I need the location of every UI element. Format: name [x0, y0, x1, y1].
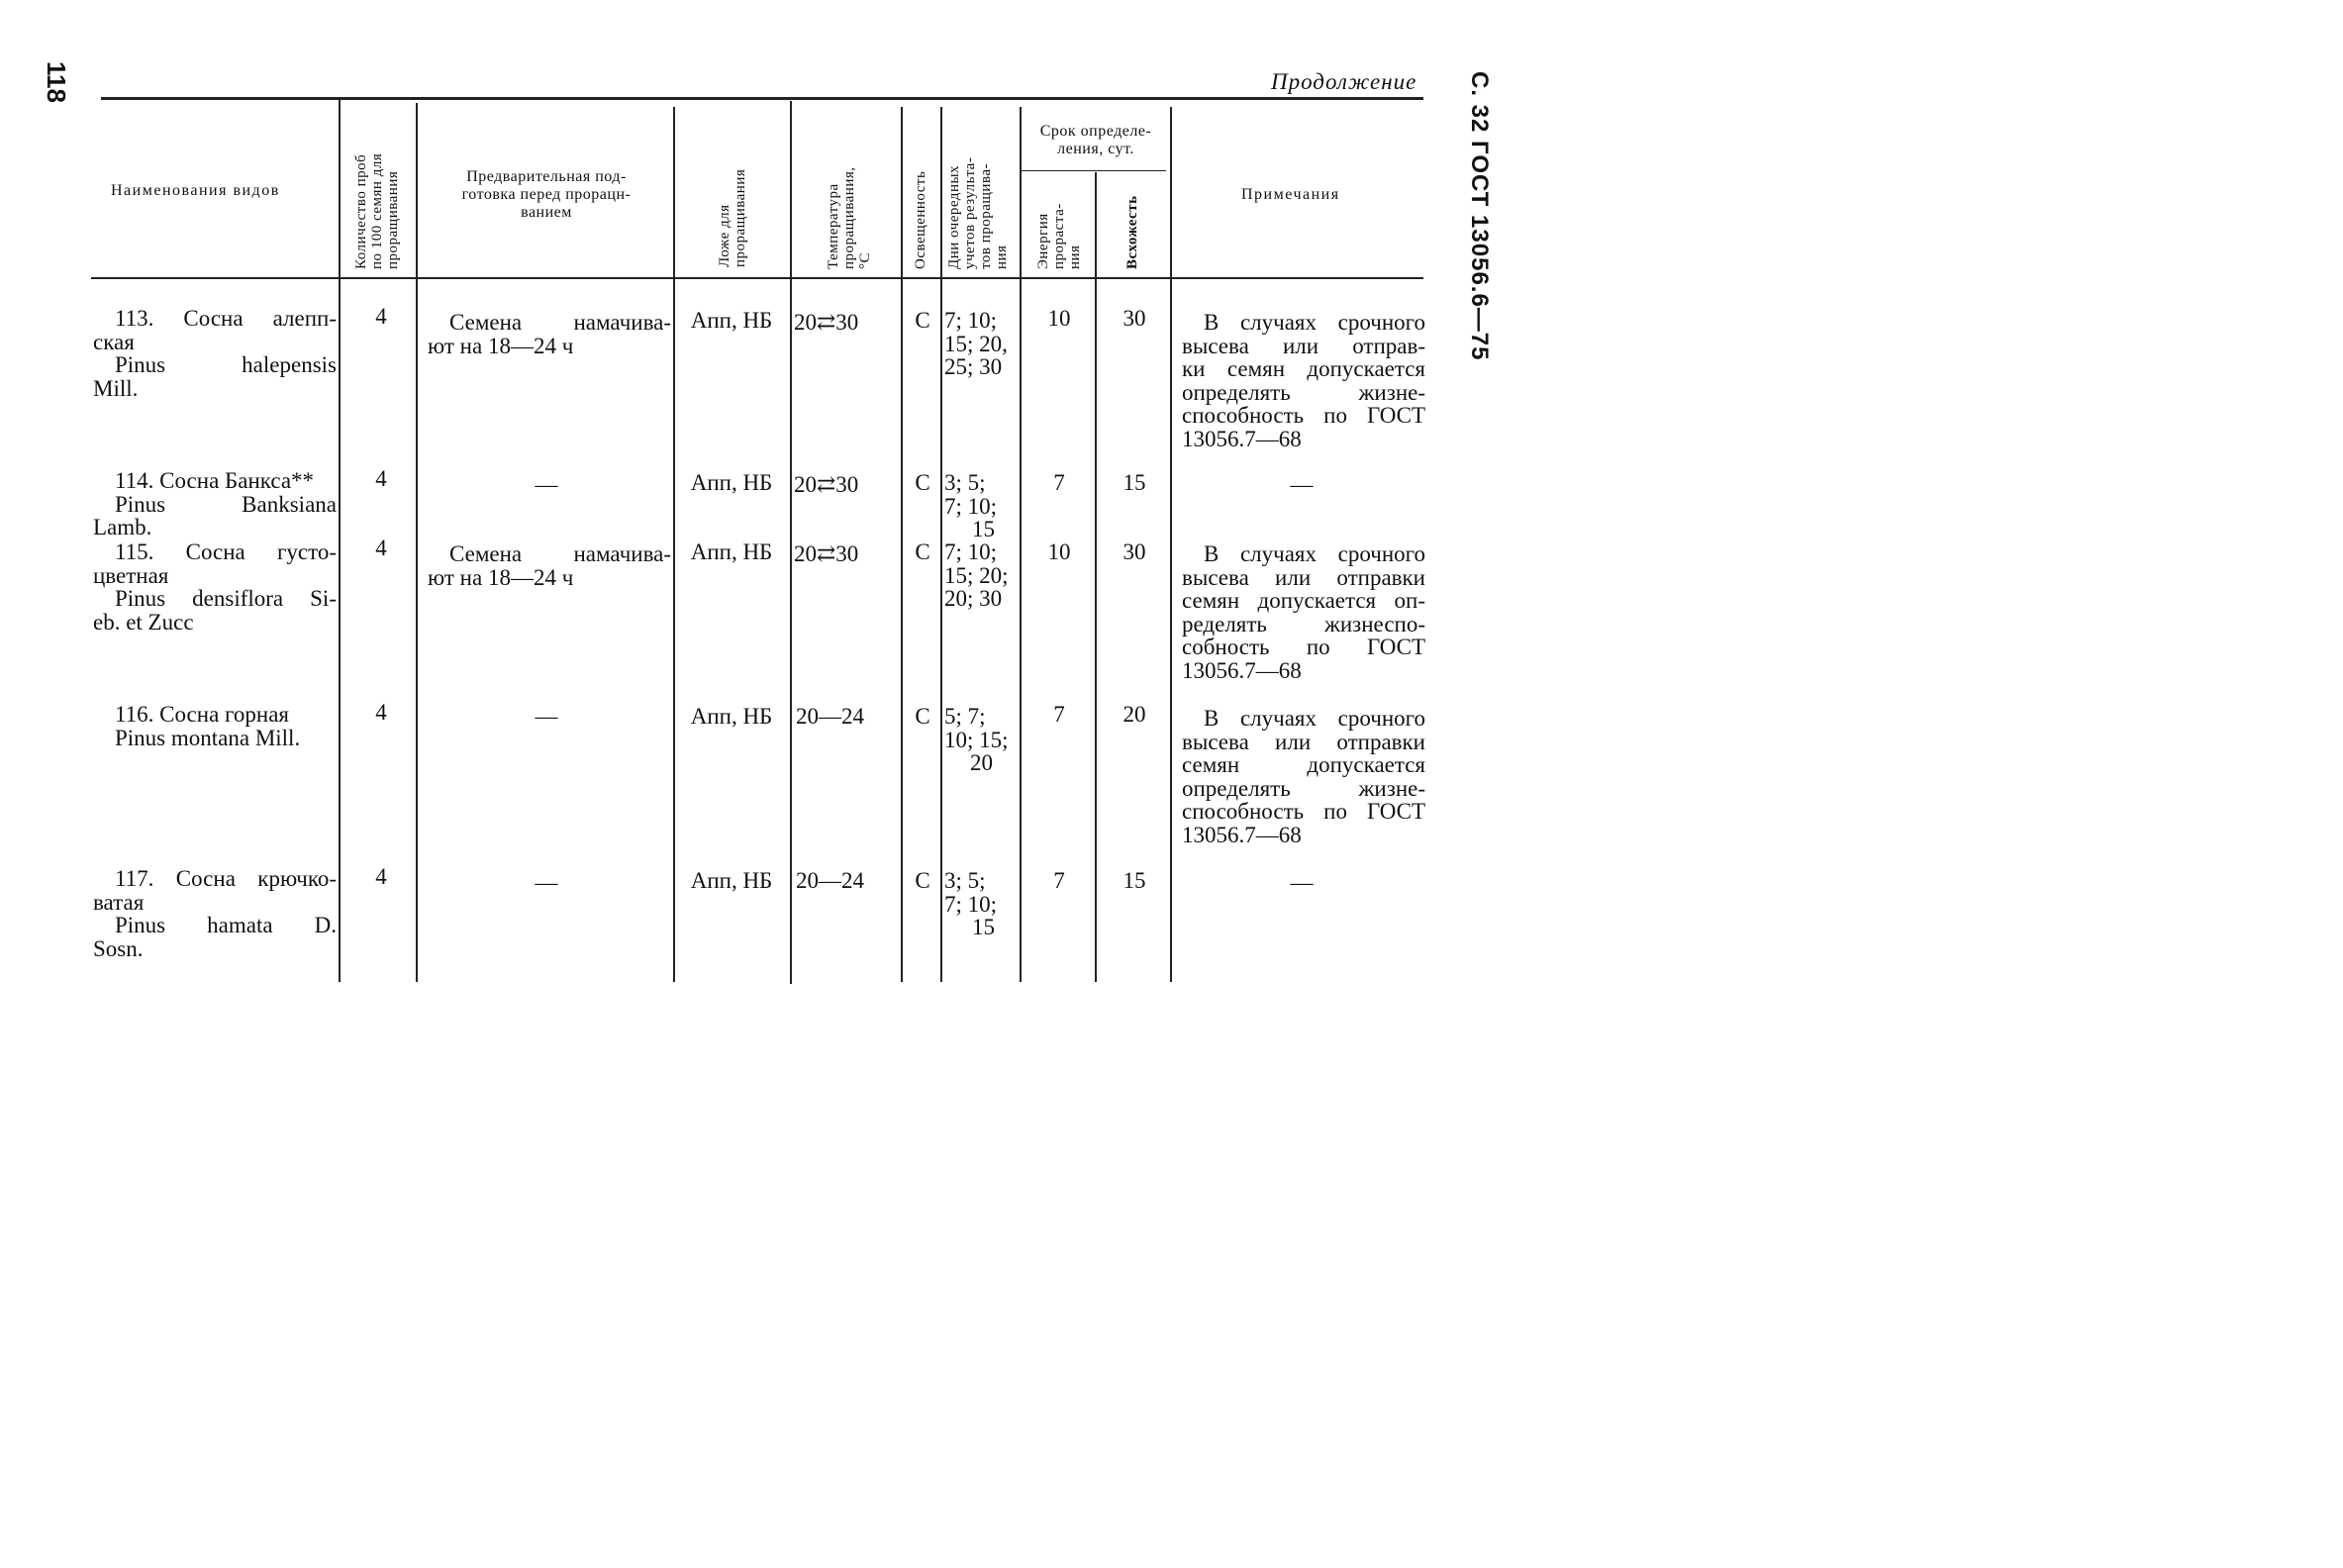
table-row-114-germination: 15 — [1123, 470, 1146, 495]
table-row-114-days: 3; 5; 7; 10; 15 — [944, 470, 998, 541]
col-divider-2 — [416, 103, 418, 982]
table-row-113-samples: 4 — [375, 304, 387, 329]
col-divider-4 — [790, 101, 792, 984]
table-row-113-prep: Семена намачива- ют на 18—24 ч — [428, 310, 671, 358]
table-row-116-samples: 4 — [375, 700, 387, 725]
header-notes: Примечания — [1241, 186, 1340, 203]
table-row-114-bed: Апп, НБ — [690, 470, 773, 495]
header-samples: Количество проб по 100 семян для проращивания — [353, 152, 401, 269]
table-row-117-light: С — [915, 868, 930, 893]
header-germination: Всхожесть — [1124, 195, 1140, 269]
running-header: С. 32 ГОСТ 13056.6—75 — [1466, 71, 1493, 361]
table-row-117-notes: — — [1290, 870, 1314, 895]
table-row-116-germination: 20 — [1123, 702, 1146, 727]
table-row-114-temp: 20⇄30 — [794, 472, 859, 497]
table-row-117-germination: 15 — [1123, 868, 1146, 893]
table-row-117-temp: 20—24 — [796, 868, 864, 893]
header-days: Дни очередных учетов результа- тов проращива- ния — [946, 156, 1010, 269]
table-row-113-light: С — [915, 308, 930, 333]
header-temp: Температура проращивания, °С — [826, 166, 873, 269]
table-row-114-samples: 4 — [375, 466, 387, 491]
col-divider-1 — [339, 99, 341, 982]
table-row-115-samples: 4 — [375, 536, 387, 560]
table-row-113-germination: 30 — [1123, 306, 1146, 331]
table-row-116-days: 5; 7; 10; 15; 20 — [944, 704, 1009, 775]
table-row-113-bed: Апп, НБ — [690, 308, 773, 333]
table-row-115-bed: Апп, НБ — [690, 539, 773, 564]
table-row-117-bed: Апп, НБ — [690, 868, 773, 893]
col-divider-9 — [1170, 107, 1172, 982]
table-row-113-temp: 20⇄30 — [794, 310, 859, 335]
table-row-115-germination: 30 — [1123, 539, 1146, 564]
table-row-115-days: 7; 10; 15; 20; 20; 30 — [944, 539, 1009, 611]
table-row-113-days: 7; 10; 15; 20, 25; 30 — [944, 308, 1008, 379]
header-light: Освещенность — [913, 170, 928, 269]
table-row-115-name: 115. Сосна густо- цветная Pinus densiflora Si- eb. et Zucc — [93, 539, 337, 635]
col-divider-7 — [1020, 107, 1022, 982]
table-row-114-notes: — — [1290, 472, 1314, 497]
header-name: Наименования видов — [111, 182, 280, 199]
term-group-rule — [1022, 170, 1166, 171]
col-divider-8 — [1095, 172, 1097, 982]
table-row-116-prep: — — [535, 704, 558, 729]
col-divider-5 — [901, 107, 903, 982]
table-row-114-name: 114. Сосна Банкса** Pinus Banksiana Lamb. — [93, 468, 337, 539]
table-row-114-energy: 7 — [1053, 470, 1065, 495]
table-row-114-light: С — [915, 470, 930, 495]
table-row-116-name: 116. Сосна горная Pinus montana Mill. — [115, 702, 301, 750]
table-row-115-light: С — [915, 539, 930, 564]
table-row-117-prep: — — [535, 870, 558, 895]
header-energy: Энергия прораста- ния — [1035, 203, 1083, 269]
table-row-117-name: 117. Сосна крючко- ватая Pinus hamata D. Sosn. — [93, 866, 337, 961]
header-prep: Предварительная под- готовка перед прорацн- ванием — [461, 168, 632, 221]
table-row-115-temp: 20⇄30 — [794, 541, 859, 566]
table-row-116-energy: 7 — [1053, 702, 1065, 727]
table-row-115-notes: В случаях срочного высева или отправки семян допускается оп- ределять жизнеспо- собность по ГОСТ 13056.7—68 — [1182, 541, 1425, 683]
table-row-116-temp: 20—24 — [796, 704, 864, 729]
page-number: 118 — [42, 61, 71, 103]
table-row-116-bed: Апп, НБ — [690, 704, 773, 729]
table-row-116-light: С — [915, 704, 930, 729]
table-top-rule — [101, 97, 1423, 100]
table-row-117-samples: 4 — [375, 864, 387, 889]
table-row-117-energy: 7 — [1053, 868, 1065, 893]
col-divider-3 — [673, 107, 675, 982]
col-divider-6 — [940, 107, 942, 982]
table-row-113-name: 113. Сосна алепп- ская Pinus halepensis Mill. — [93, 306, 337, 401]
table-row-115-prep: Семена намачива- ют на 18—24 ч — [428, 541, 671, 590]
continuation-label: Продолжение — [1271, 69, 1417, 94]
table-row-116-notes: В случаях срочного высева или отправки семян допускается определять жизне- способность по ГОСТ 13056.7—68 — [1182, 706, 1425, 847]
header-bed: Ложе для проращивания — [717, 168, 748, 267]
table-row-113-notes: В случаях срочного высева или отправ- ки семян допускается определять жизне- способность по ГОСТ 13056.7—68 — [1182, 310, 1425, 451]
header-term-group: Срок определе- ления, сут. — [1039, 123, 1152, 157]
header-bottom-rule — [91, 277, 1423, 279]
table-row-113-energy: 10 — [1047, 306, 1071, 331]
table-row-115-energy: 10 — [1047, 539, 1071, 564]
table-row-114-prep: — — [535, 472, 558, 497]
table-row-117-days: 3; 5; 7; 10; 15 — [944, 868, 998, 939]
